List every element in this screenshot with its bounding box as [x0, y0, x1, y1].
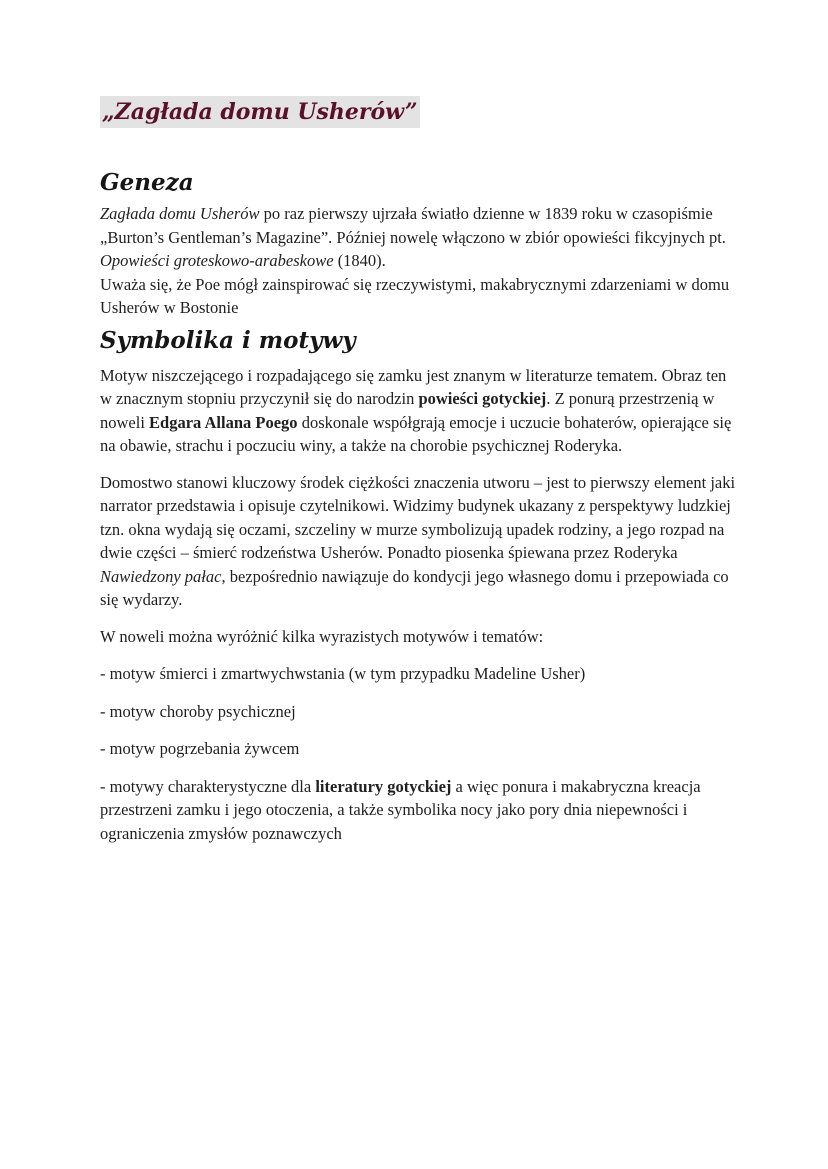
section-heading-symbolism: Symbolika i motywy	[100, 326, 356, 354]
work-title-italic: Zagłada domu Usherów	[100, 204, 260, 223]
symbolism-text-part: Domostwo stanowi kluczowy środek ciężkości znaczenia utworu – jest to pierwszy element jaki narrator przedstawia i opisuje czytelnikowi. Widzimy budynek ukazany z perspektywy ludzkiej tzn. okna wydają się oczami, szczeliny w murze symbolizują upadek rodziny, a jego rozpad na dwie części – śmierć rodzeństwa Usherów. Ponadto piosenka śpiewana przez Roderyka	[100, 472, 736, 562]
list-item: - motyw śmierci i zmartwychwstania (w tym przypadku Madeline Usher)	[100, 664, 586, 683]
collection-title-italic: Opowieści groteskowo-arabeskowe	[100, 251, 334, 270]
document-page	[100, 96, 740, 845]
symbolism-text-part: doskonale współgrają emocje i uczucie bohaterów, opierające się na obawie, strachu i poczuciu winy, a także na chorobie psychicznej Roderyka.	[100, 412, 732, 455]
list-item-gothic-motifs	[100, 775, 740, 846]
list-text-part: - motywy charakterystyczne dla	[100, 776, 316, 796]
symbolism-text-part: . Z ponurą przestrzenią w noweli	[100, 389, 715, 432]
symbolism-paragraph-3: W noweli można wyróżnić kilka wyrazistych motywów i tematów:	[100, 626, 544, 646]
list-item: - motyw choroby psychicznej	[100, 701, 296, 721]
section-heading-genesis: Geneza	[100, 169, 194, 196]
genesis-text-part: (1840).	[333, 251, 386, 270]
genesis-text-part: po raz pierwszy ujrzała światło dzienne w 1839 roku w czasopiśmie „Burton’s Gentleman’s Magazine”. Później nowelę włączono w zbiór opowieści fikcyjnych pt.	[100, 204, 726, 247]
genesis-paragraph-1	[100, 202, 740, 273]
bold-gothic-novel: powieści gotyckiej	[418, 389, 547, 408]
symbolism-text-part: Motyw niszczejącego i rozpadającego się zamku jest znanym w literaturze tematem. Obraz ten w znacznym stopniu przyczynił się do narodzin	[100, 365, 727, 408]
bold-gothic-literature: literatury gotyckiej	[315, 776, 452, 796]
symbolism-paragraph-1	[100, 364, 740, 458]
genesis-paragraph-2: Uważa się, że Poe mógł zainspirować się rzeczywistymi, makabrycznymi zdarzeniami w domu Usherów w Bostonie	[100, 274, 730, 317]
bold-author-name: Edgara Allana Poego	[149, 412, 298, 432]
symbolism-paragraph-2	[100, 471, 740, 612]
symbolism-text-part: , bezpośrednio nawiązuje do kondycji jego własnego domu i przepowiada co się wydarzy.	[100, 566, 729, 609]
document-title: „Zagłada domu Usherów”	[100, 96, 420, 128]
list-text-part: a więc ponura i makabryczna kreacja przestrzeni zamku i jego otoczenia, a także symbolika nocy jako pory dnia niepewności i ograniczenia zmysłów poznawczych	[100, 776, 701, 843]
song-title-italic: Nawiedzony pałac	[100, 566, 222, 586]
list-item: - motyw pogrzebania żywcem	[100, 739, 300, 758]
